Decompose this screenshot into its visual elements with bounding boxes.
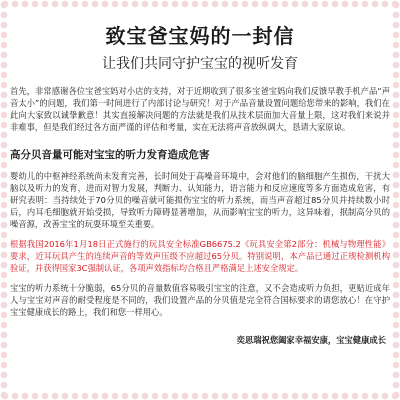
letter-title: 致宝爸宝妈的一封信 bbox=[105, 24, 295, 48]
scalloped-border-bottom bbox=[0, 392, 400, 400]
letter-body bbox=[10, 10, 390, 390]
scalloped-border-top bbox=[0, 0, 400, 8]
section-heading: 高分贝音量可能对宝宝的听力发育造成危害 bbox=[10, 149, 210, 161]
reassurance-paragraph: 宝宝的听力系统十分脆弱，65分贝的音量数值容易吸引宝宝的注意，又不会造成听力负担，更贴近成年人与宝宝对声音的耐受程度是不同的，我们设置产品的分贝值是完全符合国标要求的请您放心！在守护宝宝健康成长的路上，我们和您一样用心。 bbox=[10, 283, 390, 317]
scalloped-border-left bbox=[0, 0, 8, 400]
scalloped-border-right bbox=[392, 0, 400, 400]
intro-paragraph: 首先，非常感谢各位宝爸宝妈对小店的支持，对于近期收到了很多宝爸宝妈向我们反馈早教手机产品“声音太小”的问题，我们第一时间进行了内部讨论与研究！对于产品音量设置问题给您带来的影响，我们在此向大家致以诚挚歉意！其实直接解决问题的方法就是我们从技术层面加大音量上限，这对我们来说并非难事，但是我们经过各方面严谨的评估和考量，实在无法将声音放纵调大，恳请大家原谅。 bbox=[10, 86, 390, 132]
safety-standard-paragraph: 根据我国2016年1月18日正式施行的玩具安全标准GB6675.2《玩具安全第2部分：机械与物理性能》要求，近耳玩具产生的连续声音的等效声压级不应超过65分贝。特别说明，本产品已通过正规检测机构验证，并获得国家3C强制认证，各项声效指标均合格且严格满足上述安全规定。 bbox=[10, 239, 390, 273]
letter-subtitle: 让我们共同守护宝宝的视听发育 bbox=[102, 56, 298, 72]
signoff: 奕思瑞祝您阖家幸福安康，宝宝健康成长 bbox=[236, 335, 386, 345]
hearing-risk-paragraph: 婴幼儿的中枢神经系统尚未发育完善，长时间处于高噪音环境中，会对他们的脑细胞产生损伤，干扰大脑以及听力的发育，进而对智力发展，判断力、认知能力，语言能力和反应速度等多方面造成危害，有研究表明：当持续处于70分贝的噪音就可能损伤宝宝的听力系统，而当声音超过85分贝并持续数小时后，内耳毛细胞就开始受损，导致听力障碍显著增加，从而影响宝宝的听力，这异味着，抿制高分贝的噪音源，改善宝宝的玩耍环境至关重要。 bbox=[10, 171, 390, 229]
